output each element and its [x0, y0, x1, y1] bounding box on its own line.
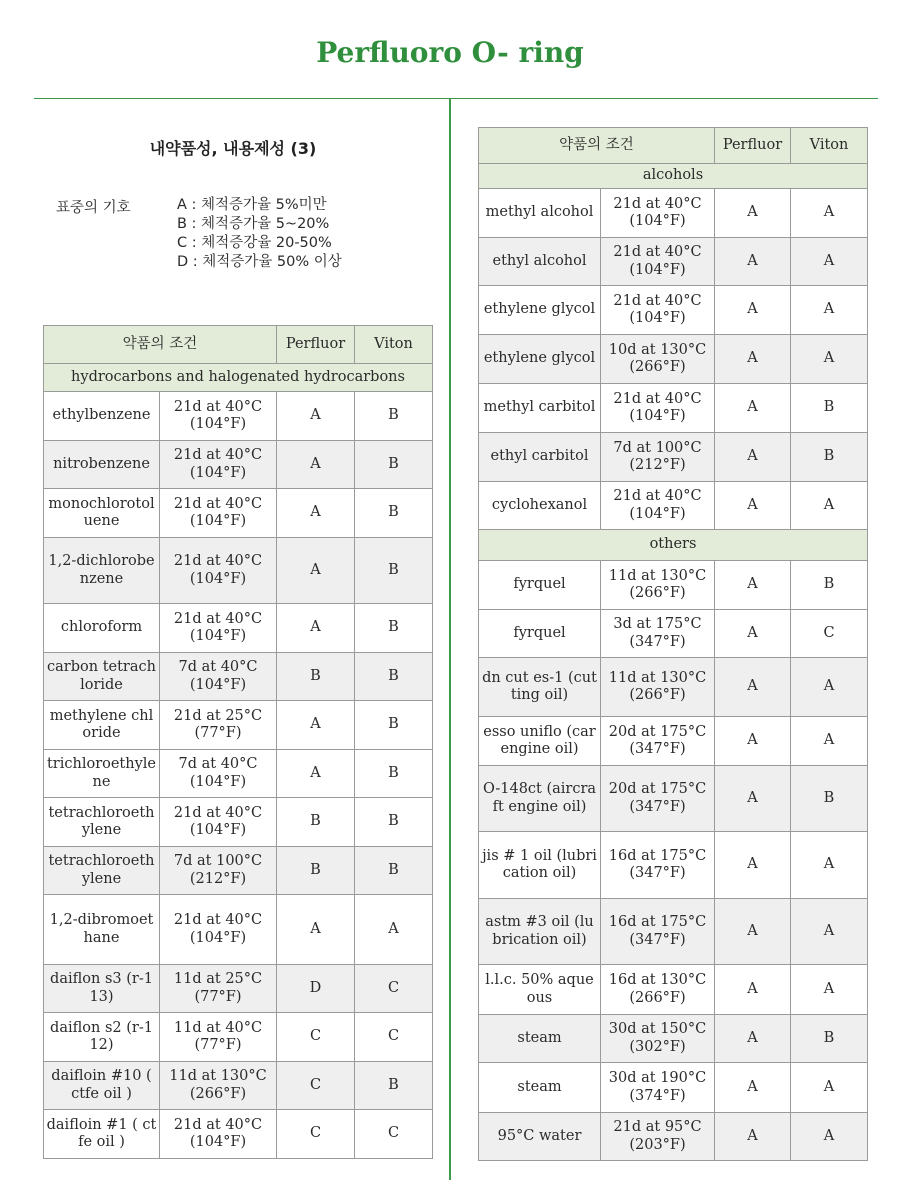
condition-cell: 21d at 40°C (104°F)	[160, 895, 277, 965]
legend-list	[177, 196, 342, 272]
condition-cell: 11d at 25°C (77°F)	[160, 965, 277, 1013]
perfluor-rating: B	[277, 798, 355, 847]
perfluor-rating: A	[715, 561, 791, 610]
hydrocarbons-table	[43, 325, 433, 1159]
chemical-cell: monochlorotoluene	[44, 489, 160, 538]
section-title: hydrocarbons and halogenated hydrocarbons	[44, 364, 433, 392]
header-viton: Viton	[791, 128, 868, 164]
perfluor-rating: A	[715, 717, 791, 766]
viton-rating: A	[791, 1113, 868, 1161]
perfluor-rating: A	[277, 895, 355, 965]
table-row	[44, 538, 433, 604]
perfluor-rating: A	[715, 832, 791, 899]
viton-rating: A	[791, 335, 868, 384]
table-row	[479, 1015, 868, 1063]
table-row	[479, 433, 868, 482]
header-chemical-condition: 약품의 조건	[479, 128, 715, 164]
condition-cell: 16d at 175°C (347°F)	[601, 899, 715, 965]
table-row	[44, 1110, 433, 1159]
chemical-cell: ethyl carbitol	[479, 433, 601, 482]
condition-cell: 30d at 150°C (302°F)	[601, 1015, 715, 1063]
condition-cell: 30d at 190°C (374°F)	[601, 1063, 715, 1113]
table-row	[44, 798, 433, 847]
perfluor-rating: A	[277, 604, 355, 653]
condition-cell: 21d at 40°C (104°F)	[160, 604, 277, 653]
chemical-cell: tetrachloroethylene	[44, 798, 160, 847]
table-row	[479, 717, 868, 766]
section-subtitle: 내약품성, 내용제성 (3)	[149, 139, 317, 158]
condition-cell: 11d at 40°C (77°F)	[160, 1013, 277, 1062]
perfluor-rating: A	[715, 766, 791, 832]
chemical-cell: methylene chloride	[44, 701, 160, 750]
condition-cell: 20d at 175°C (347°F)	[601, 717, 715, 766]
chemical-cell: methyl carbitol	[479, 384, 601, 433]
condition-cell: 21d at 25°C (77°F)	[160, 701, 277, 750]
viton-rating: A	[791, 832, 868, 899]
viton-rating: B	[791, 766, 868, 832]
section-title: others	[479, 530, 868, 561]
legend-item: A : 체적증가율 5%미만	[177, 197, 327, 213]
header-viton: Viton	[355, 326, 433, 364]
viton-rating: B	[355, 750, 433, 798]
table-row	[479, 1063, 868, 1113]
perfluor-rating: C	[277, 1110, 355, 1159]
table-row	[479, 561, 868, 610]
perfluor-rating: C	[277, 1062, 355, 1110]
table-row	[479, 899, 868, 965]
table-row	[44, 441, 433, 489]
viton-rating: C	[355, 965, 433, 1013]
perfluor-rating: A	[715, 286, 791, 335]
chemical-cell: 95°C water	[479, 1113, 601, 1161]
table-row	[44, 895, 433, 965]
legend-label: 표중의 기호	[56, 200, 131, 216]
perfluor-rating: A	[715, 965, 791, 1015]
section-title: alcohols	[479, 164, 868, 189]
perfluor-rating: A	[715, 482, 791, 530]
perfluor-rating: A	[715, 610, 791, 658]
chemical-cell: steam	[479, 1015, 601, 1063]
viton-rating: B	[355, 604, 433, 653]
viton-rating: A	[791, 1063, 868, 1113]
condition-cell: 7d at 100°C (212°F)	[160, 847, 277, 895]
viton-rating: B	[355, 798, 433, 847]
table-row	[479, 965, 868, 1015]
perfluor-rating: A	[715, 1113, 791, 1161]
chemical-cell: ethylene glycol	[479, 335, 601, 384]
chemical-cell: esso uniflo (car engine oil)	[479, 717, 601, 766]
table-row	[479, 832, 868, 899]
condition-cell: 21d at 40°C (104°F)	[160, 538, 277, 604]
viton-rating: B	[355, 392, 433, 441]
chemical-cell: l.l.c. 50% aqueous	[479, 965, 601, 1015]
perfluor-rating: A	[715, 238, 791, 286]
condition-cell: 21d at 40°C (104°F)	[160, 798, 277, 847]
chemical-cell: daifloin #10 ( ctfe oil )	[44, 1062, 160, 1110]
table-header-row	[479, 128, 868, 164]
table-row	[44, 1062, 433, 1110]
chemical-cell: dn cut es-1 (cutting oil)	[479, 658, 601, 717]
column-divider	[449, 98, 451, 1180]
condition-cell: 20d at 175°C (347°F)	[601, 766, 715, 832]
chemical-cell: daiflon s2 (r-112)	[44, 1013, 160, 1062]
chemical-cell: methyl alcohol	[479, 189, 601, 238]
condition-cell: 16d at 130°C (266°F)	[601, 965, 715, 1015]
viton-rating: B	[355, 489, 433, 538]
chemical-cell: nitrobenzene	[44, 441, 160, 489]
header-perfluor: Perfluor	[715, 128, 791, 164]
perfluor-rating: C	[277, 1013, 355, 1062]
title-divider	[34, 98, 878, 99]
table-row	[44, 653, 433, 701]
perfluor-rating: A	[715, 658, 791, 717]
viton-rating: A	[355, 895, 433, 965]
table-row	[44, 750, 433, 798]
condition-cell: 21d at 40°C (104°F)	[601, 286, 715, 335]
condition-cell: 21d at 40°C (104°F)	[601, 189, 715, 238]
table-row	[44, 701, 433, 750]
condition-cell: 7d at 100°C (212°F)	[601, 433, 715, 482]
table-row	[479, 189, 868, 238]
page-title: Perfluoro O- ring	[316, 36, 584, 69]
viton-rating: B	[791, 384, 868, 433]
chemical-cell: ethylene glycol	[479, 286, 601, 335]
table-row	[44, 604, 433, 653]
condition-cell: 7d at 40°C (104°F)	[160, 750, 277, 798]
perfluor-rating: A	[277, 750, 355, 798]
section-row	[44, 364, 433, 392]
perfluor-rating: A	[277, 392, 355, 441]
viton-rating: C	[355, 1110, 433, 1159]
perfluor-rating: A	[715, 189, 791, 238]
chemical-cell: cyclohexanol	[479, 482, 601, 530]
legend-item: C : 체적증강율 20-50%	[177, 235, 332, 251]
condition-cell: 21d at 40°C (104°F)	[601, 238, 715, 286]
table-row	[479, 238, 868, 286]
chemical-cell: daifloin #1 ( ctfe oil )	[44, 1110, 160, 1159]
table-row	[479, 384, 868, 433]
legend-item: B : 체적증가율 5~20%	[177, 216, 330, 232]
viton-rating: B	[355, 441, 433, 489]
table-row	[44, 392, 433, 441]
perfluor-rating: D	[277, 965, 355, 1013]
alcohols-others-table	[478, 127, 868, 1161]
table-row	[479, 1113, 868, 1161]
legend-item: D : 체적증가율 50% 이상	[177, 254, 342, 270]
viton-rating: B	[791, 1015, 868, 1063]
condition-cell: 10d at 130°C (266°F)	[601, 335, 715, 384]
table-row	[479, 335, 868, 384]
chemical-cell: steam	[479, 1063, 601, 1113]
table-row	[44, 847, 433, 895]
condition-cell: 11d at 130°C (266°F)	[160, 1062, 277, 1110]
header-chemical-condition: 약품의 조건	[44, 326, 277, 364]
perfluor-rating: A	[715, 335, 791, 384]
condition-cell: 11d at 130°C (266°F)	[601, 561, 715, 610]
perfluor-rating: B	[277, 847, 355, 895]
table-row	[479, 658, 868, 717]
perfluor-rating: A	[277, 441, 355, 489]
section-row	[479, 164, 868, 189]
viton-rating: A	[791, 482, 868, 530]
perfluor-rating: A	[277, 489, 355, 538]
condition-cell: 11d at 130°C (266°F)	[601, 658, 715, 717]
condition-cell: 16d at 175°C (347°F)	[601, 832, 715, 899]
condition-cell: 21d at 40°C (104°F)	[160, 1110, 277, 1159]
viton-rating: B	[355, 538, 433, 604]
condition-cell: 3d at 175°C (347°F)	[601, 610, 715, 658]
chemical-cell: daiflon s3 (r-113)	[44, 965, 160, 1013]
viton-rating: B	[791, 561, 868, 610]
viton-rating: A	[791, 717, 868, 766]
viton-rating: B	[791, 433, 868, 482]
table-row	[44, 965, 433, 1013]
condition-cell: 21d at 40°C (104°F)	[160, 392, 277, 441]
table-row	[479, 766, 868, 832]
section-row	[479, 530, 868, 561]
table-header-row	[44, 326, 433, 364]
viton-rating: B	[355, 1062, 433, 1110]
chemical-cell: 1,2-dichlorobenzene	[44, 538, 160, 604]
viton-rating: A	[791, 286, 868, 335]
viton-rating: C	[355, 1013, 433, 1062]
viton-rating: C	[791, 610, 868, 658]
chemical-cell: tetrachloroethylene	[44, 847, 160, 895]
table-row	[44, 1013, 433, 1062]
condition-cell: 21d at 40°C (104°F)	[601, 482, 715, 530]
perfluor-rating: A	[715, 1063, 791, 1113]
chemical-cell: trichloroethylene	[44, 750, 160, 798]
viton-rating: B	[355, 847, 433, 895]
condition-cell: 7d at 40°C (104°F)	[160, 653, 277, 701]
condition-cell: 21d at 95°C (203°F)	[601, 1113, 715, 1161]
chemical-cell: O-148ct (aircraft engine oil)	[479, 766, 601, 832]
table-row	[479, 286, 868, 335]
chemical-cell: 1,2-dibromoethane	[44, 895, 160, 965]
viton-rating: A	[791, 189, 868, 238]
chemical-cell: jis # 1 oil (lubrication oil)	[479, 832, 601, 899]
table-row	[44, 489, 433, 538]
perfluor-rating: B	[277, 653, 355, 701]
perfluor-rating: A	[715, 433, 791, 482]
perfluor-rating: A	[715, 899, 791, 965]
chemical-cell: fyrquel	[479, 610, 601, 658]
header-perfluor: Perfluor	[277, 326, 355, 364]
perfluor-rating: A	[715, 1015, 791, 1063]
table-row	[479, 610, 868, 658]
perfluor-rating: A	[277, 538, 355, 604]
viton-rating: A	[791, 658, 868, 717]
viton-rating: A	[791, 965, 868, 1015]
chemical-cell: fyrquel	[479, 561, 601, 610]
viton-rating: A	[791, 899, 868, 965]
viton-rating: A	[791, 238, 868, 286]
chemical-cell: ethylbenzene	[44, 392, 160, 441]
chemical-cell: chloroform	[44, 604, 160, 653]
chemical-cell: astm #3 oil (lubrication oil)	[479, 899, 601, 965]
condition-cell: 21d at 40°C (104°F)	[601, 384, 715, 433]
chemical-cell: carbon tetrachloride	[44, 653, 160, 701]
perfluor-rating: A	[277, 701, 355, 750]
table-row	[479, 482, 868, 530]
condition-cell: 21d at 40°C (104°F)	[160, 441, 277, 489]
viton-rating: B	[355, 701, 433, 750]
condition-cell: 21d at 40°C (104°F)	[160, 489, 277, 538]
viton-rating: B	[355, 653, 433, 701]
perfluor-rating: A	[715, 384, 791, 433]
chemical-cell: ethyl alcohol	[479, 238, 601, 286]
